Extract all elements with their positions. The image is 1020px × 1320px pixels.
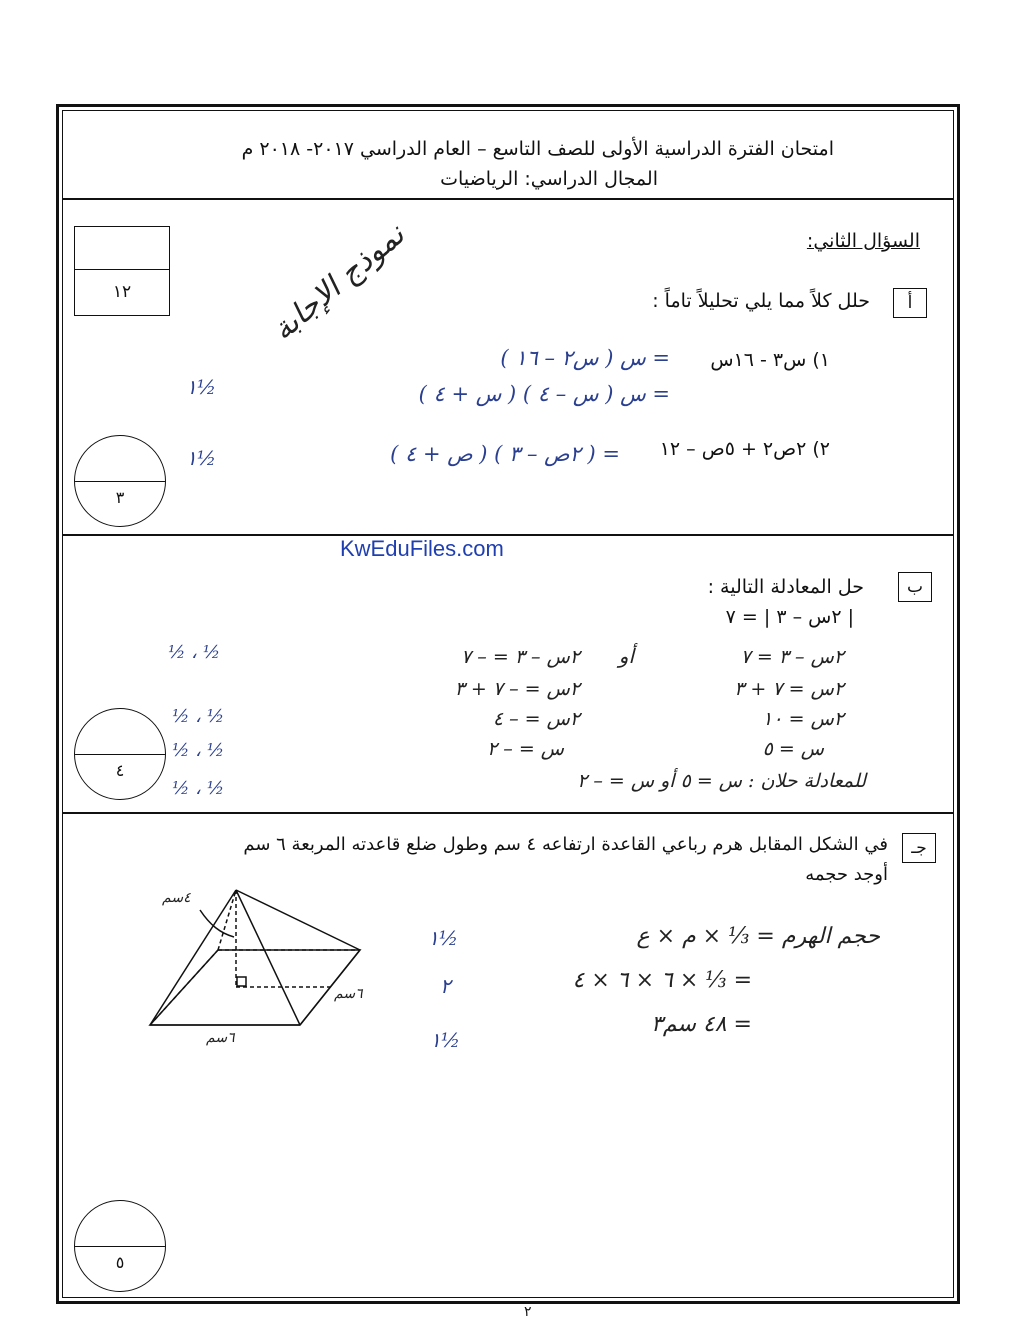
section-c-score: ٥ [115,1253,125,1272]
total-score-box [74,226,170,316]
fig-height-label: ٤سم [162,890,191,906]
item1-step1: = س ( س٢ – ١٦ ) [500,346,670,370]
section-c-letter: جـ [902,833,936,863]
section-c-score-circle [74,1200,166,1292]
c-mark-3: ١½ [430,1028,461,1052]
c-mark-2: ٢ [440,974,451,998]
b-col1-line2: ٢س = ٧ + ٣ [734,678,844,700]
item2-step1: = ( ٢ص – ٣ ) ( ص + ٤ ) [390,442,620,466]
section-a-score: ٣ [115,488,125,507]
b-conclusion: للمعادلة حلان : س = ٥ أو س = – ٢ [577,770,866,792]
section-a-prompt: حلل كلاً مما يلي تحليلاً تاماً : [652,290,870,312]
question-title: السؤال الثاني: [806,230,920,252]
section-b-letter: ب [898,572,932,602]
section-b-equation: | ٢س – ٣ | = ٧ [725,606,854,628]
section-b-score: ٤ [115,761,125,780]
b-or-word: أو [618,644,634,668]
section-b-prompt: حل المعادلة التالية : [707,576,864,598]
lateral-edge-front [236,890,300,1025]
exam-title: امتحان الفترة الدراسية الأولى للصف التاسع – العام الدراسي ٢٠١٧- ٢٠١٨ م [241,138,834,160]
page-inner-frame [62,110,954,1298]
b-mark-4: ½ ، ½ [172,778,225,799]
base-back-left [150,950,218,1025]
section-a-letter: أ [893,288,927,318]
b-col1-line3: ٢س = ١٠ [762,708,844,730]
b-col1-line4: س = ٥ [762,738,824,760]
fig-side-label-bottom: ٦سم [206,1030,235,1046]
b-mark-3: ½ ، ½ [172,740,225,761]
header-divider [62,198,954,200]
lateral-edge-back [218,890,236,950]
right-angle-mark [237,977,246,986]
section-c-prompt-2: أوجد حجمه [805,864,888,885]
item2-mark: ١½ [186,446,217,470]
section-a-divider [62,534,954,536]
b-col2-line2: ٢س = – ٧ + ٣ [454,678,580,700]
c-step1: حجم الهرم = ⅓ × م × ع [636,924,880,949]
section-a-score-circle [74,435,166,527]
c-mark-1: ١½ [428,926,459,950]
c-step2: = ⅓ × ٦ × ٦ × ٤ [572,968,752,993]
subject-line: المجال الدراسي: الرياضيات [440,168,658,190]
section-c-prompt-1: في الشكل المقابل هرم رباعي القاعدة ارتفاعه ٤ سم وطول ضلع قاعدته المربعة ٦ سم [243,834,888,855]
b-col1-line1: ٢س – ٣ = ٧ [740,646,844,668]
answer-key-stamp: نموذج الإجابة [265,217,412,348]
score-box-divider [75,269,169,270]
b-mark-2: ½ ، ½ [172,706,225,727]
item1-mark: ١½ [186,375,217,399]
item1-step2: = س ( س – ٤ ) ( س + ٤ ) [418,382,670,406]
total-score: ١٢ [112,282,132,302]
b-mark-1: ½ ، ½ [168,642,221,663]
score-circle-divider [75,1246,165,1247]
section-b-score-circle [74,708,166,800]
b-col2-line4: س = – ٢ [487,738,564,760]
item2-question: ٢) ٢ص٢ + ٥ص – ١٢ [659,438,830,460]
watermark-link[interactable]: KwEduFiles.com [340,536,504,561]
score-circle-divider [75,481,165,482]
fig-side-label-right: ٦سم [334,986,363,1002]
lateral-edge-left [150,890,236,1025]
item1-question: ١) س٣ - ١٦س [710,349,830,371]
b-col2-line3: ٢س = – ٤ [492,708,580,730]
page-number: ٢ [524,1304,532,1320]
pyramid-figure [140,885,380,1055]
b-col2-line1: ٢س – ٣ = – ٧ [461,646,580,668]
c-step3: = ٤٨ سم٣ [651,1012,752,1037]
score-circle-divider [75,754,165,755]
section-b-divider [62,812,954,814]
lateral-edge-right [236,890,360,950]
